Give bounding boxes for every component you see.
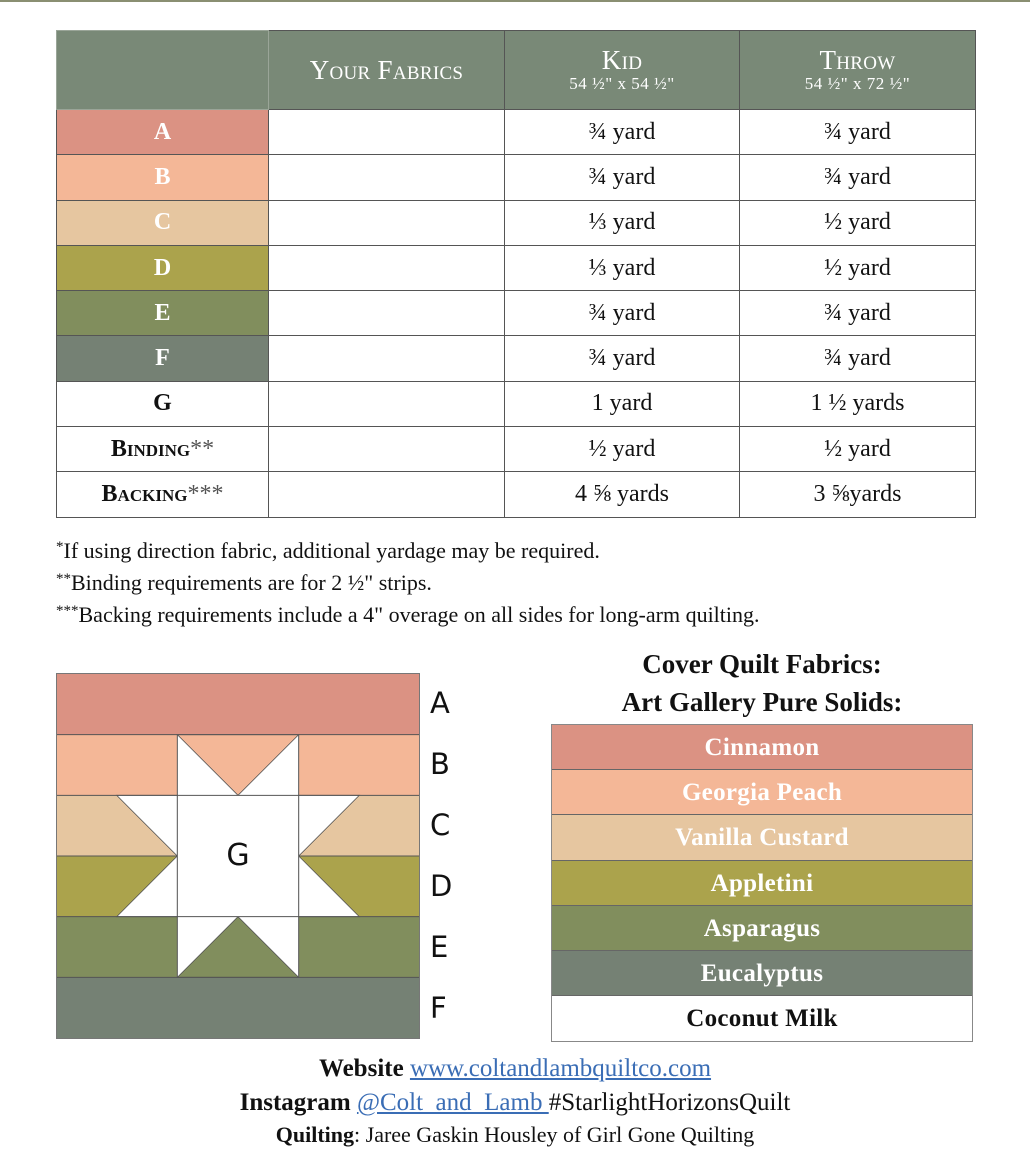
quilting-line — [0, 1120, 1030, 1150]
kid-amount-e: ¾ yard — [505, 291, 740, 336]
header-blank — [57, 31, 269, 110]
table-row-backing — [57, 472, 976, 517]
your-fabric-cell-e[interactable] — [269, 291, 505, 336]
table-row-f — [57, 336, 976, 381]
table-row-b — [57, 155, 976, 200]
your-fabric-cell-binding[interactable] — [269, 427, 505, 472]
your-fabric-cell-c[interactable] — [269, 200, 505, 245]
throw-amount-f: ¾ yard — [740, 336, 976, 381]
kid-amount-c: ⅓ yard — [505, 200, 740, 245]
kid-amount-backing: 4 ⅝ yards — [505, 472, 740, 517]
table-row-c — [57, 200, 976, 245]
kid-amount-a: ¾ yard — [505, 110, 740, 155]
fabric-label-e: E — [57, 291, 269, 336]
throw-amount-backing: 3 ⅝yards — [740, 472, 976, 517]
throw-amount-g: 1 ½ yards — [740, 381, 976, 426]
cover-heading-line1: Cover Quilt Fabrics: — [642, 649, 882, 679]
throw-title: Throw — [819, 45, 896, 75]
hashtag: #StarlightHorizonsQuilt — [548, 1089, 791, 1116]
fabric-label-binding: Binding** — [57, 427, 269, 472]
footnote-3: ***Backing requirements include a 4" overage on all sides for long-arm quilting. — [56, 602, 760, 627]
band-label-a: A — [430, 686, 450, 720]
cover-heading-line2: Art Gallery Pure Solids: — [621, 687, 903, 717]
cover-fabrics-heading — [551, 645, 973, 721]
fabric-label-d: D — [57, 245, 269, 290]
backing-asterisks: *** — [187, 481, 224, 508]
kid-title: Kid — [601, 45, 643, 75]
swatch-georgia-peach: Georgia Peach — [552, 770, 972, 815]
center-block-label: G — [226, 838, 250, 873]
fabric-label-a: A — [57, 110, 269, 155]
header-throw — [740, 31, 976, 110]
table-row-binding — [57, 427, 976, 472]
throw-amount-b: ¾ yard — [740, 155, 976, 200]
website-line — [0, 1052, 1030, 1086]
table-row-g — [57, 381, 976, 426]
kid-amount-g: 1 yard — [505, 381, 740, 426]
band-label-c: C — [430, 808, 451, 842]
fabric-label-b: B — [57, 155, 269, 200]
your-fabric-cell-d[interactable] — [269, 245, 505, 290]
website-link[interactable]: www.coltandlambquiltco.com — [409, 1055, 712, 1082]
swatch-asparagus: Asparagus — [552, 906, 972, 951]
fabric-requirements-table — [56, 30, 976, 518]
swatch-cinnamon: Cinnamon — [552, 725, 972, 770]
your-fabric-cell-backing[interactable] — [269, 472, 505, 517]
swatch-coconut-milk: Coconut Milk — [552, 996, 972, 1041]
band-label-e: E — [430, 930, 449, 964]
throw-amount-e: ¾ yard — [740, 291, 976, 336]
band-label-f: F — [430, 991, 447, 1025]
fabric-label-g: G — [57, 381, 269, 426]
footnotes — [56, 535, 976, 631]
top-divider — [0, 0, 1030, 2]
band-label-d: D — [430, 869, 453, 903]
kid-amount-b: ¾ yard — [505, 155, 740, 200]
credits-footer — [0, 1052, 1030, 1150]
quilting-label: Quilting — [275, 1122, 355, 1147]
table-row-e — [57, 291, 976, 336]
kid-size: 54 ½" x 54 ½" — [569, 74, 675, 93]
throw-amount-binding: ½ yard — [740, 427, 976, 472]
footnote-1: *If using direction fabric, additional yardage may be required. — [56, 538, 600, 563]
band-label-b: B — [430, 747, 450, 781]
footnote-2: **Binding requirements are for 2 ½" strips. — [56, 570, 432, 595]
throw-amount-d: ½ yard — [740, 245, 976, 290]
throw-amount-a: ¾ yard — [740, 110, 976, 155]
header-your-fabrics: Your Fabrics — [269, 31, 505, 110]
instagram-link[interactable]: @Colt_and_Lamb — [356, 1089, 549, 1116]
instagram-line — [0, 1086, 1030, 1120]
diagram-band-labels — [430, 673, 460, 1039]
kid-amount-f: ¾ yard — [505, 336, 740, 381]
swatch-vanilla-custard: Vanilla Custard — [552, 815, 972, 860]
kid-amount-binding: ½ yard — [505, 427, 740, 472]
website-label: Website — [318, 1055, 404, 1082]
header-kid — [505, 31, 740, 110]
your-fabric-cell-a[interactable] — [269, 110, 505, 155]
swatch-appletini: Appletini — [552, 861, 972, 906]
throw-amount-c: ½ yard — [740, 200, 976, 245]
instagram-label: Instagram — [239, 1089, 351, 1116]
quilting-credit: : Jaree Gaskin Housley of Girl Gone Quilting — [354, 1122, 755, 1147]
fabric-label-backing: Backing*** — [57, 472, 269, 517]
your-fabric-cell-g[interactable] — [269, 381, 505, 426]
swatch-eucalyptus: Eucalyptus — [552, 951, 972, 996]
your-fabric-cell-b[interactable] — [269, 155, 505, 200]
table-row-d — [57, 245, 976, 290]
table-header-row — [57, 31, 976, 110]
fabric-label-f: F — [57, 336, 269, 381]
kid-amount-d: ⅓ yard — [505, 245, 740, 290]
table-row-a — [57, 110, 976, 155]
fabric-swatch-list — [551, 724, 973, 1042]
binding-asterisks: ** — [190, 435, 215, 462]
throw-size: 54 ½" x 72 ½" — [804, 74, 911, 93]
fabric-label-c: C — [57, 200, 269, 245]
your-fabric-cell-f[interactable] — [269, 336, 505, 381]
